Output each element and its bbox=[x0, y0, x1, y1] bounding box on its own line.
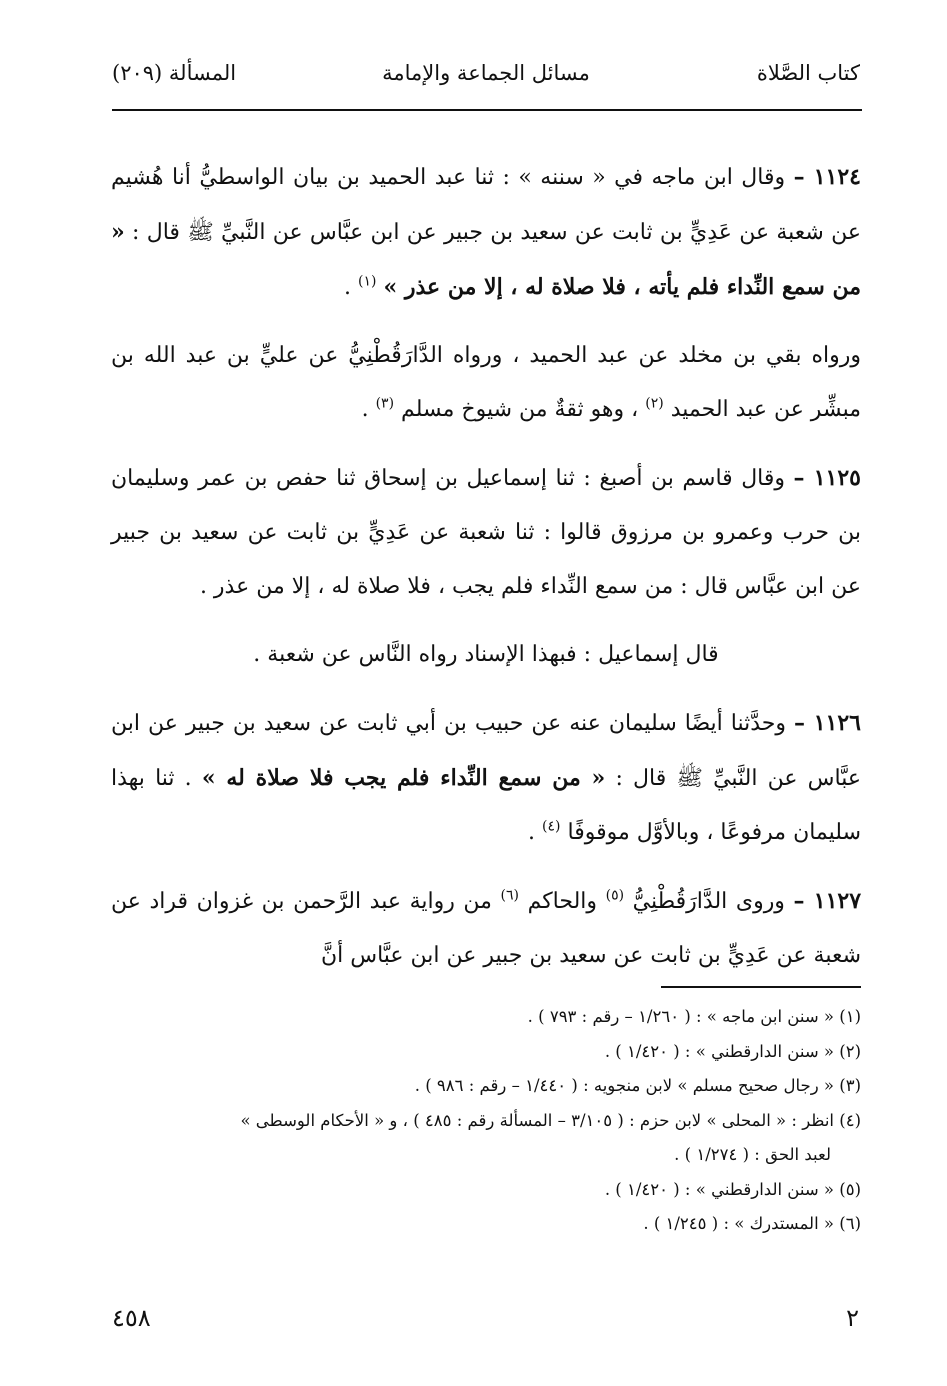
footnote-ref[interactable]: (٦) bbox=[500, 887, 519, 904]
footnote-ref[interactable]: (٥) bbox=[605, 887, 625, 904]
paragraph-text: وحدَّثنا أيضًا سليمان عنه عن حبيب بن أبي ثابت عن سعيد بن جبير عن ابن عبَّاس عن النَّبيِّ ﷺ قال : bbox=[111, 711, 861, 791]
footnote-ref[interactable]: (٣) bbox=[375, 395, 395, 412]
paragraph-tail: . bbox=[528, 820, 543, 845]
paragraph-1127 bbox=[111, 874, 861, 983]
hadith-number: ١١٢٥ – bbox=[793, 465, 861, 491]
page-number: ٤٥٨ bbox=[112, 1304, 151, 1332]
paragraph-1125 bbox=[111, 451, 861, 614]
footnote-ref[interactable]: (٤) bbox=[542, 818, 561, 835]
volume-number: ٢ bbox=[846, 1304, 859, 1332]
footnote-2: (٢) « سنن الدارقطني » : ( ١/٤٢٠ ) . bbox=[604, 1041, 861, 1061]
paragraph-tail: من رواية عبد الرَّحمن بن غزوان قراد عن شعبة عن عَدِيٍّ بن ثابت عن سعيد بن جبير عن ابن عبَّاس أنَّ bbox=[111, 889, 861, 968]
footnote-4-continuation: لعبد الحق : ( ١/٢٧٤ ) . bbox=[674, 1145, 831, 1164]
paragraph-text-cont: ، وهو ثقةٌ من شيوخ مسلم bbox=[401, 397, 646, 422]
header-divider bbox=[112, 109, 862, 111]
header-issue-number: المسألة (٢٠٩) bbox=[112, 61, 237, 85]
paragraph-1126 bbox=[111, 696, 861, 860]
paragraph-text-cont: . ثنا بهذا سليمان مرفوعًا ، وبالأوَّل موقوفًا bbox=[111, 766, 861, 845]
hadith-number: ١١٢٧ – bbox=[793, 888, 862, 914]
paragraph-commentary-2 bbox=[111, 628, 861, 682]
footnote-3: (٣) « رجال صحيح مسلم » لابن منجويه : ( ١/٤٤٠ – رقم : ٩٨٦ ) . bbox=[414, 1076, 861, 1095]
running-header bbox=[112, 58, 860, 88]
paragraph-text: قال إسماعيل : فبهذا الإسناد رواه النَّاس عن شعبة . bbox=[253, 642, 719, 667]
footnote-4-text: (٤) انظر : « المحلى » لابن حزم : ( ٣/١٠٥ – المسألة رقم : ٤٨٥ ) ، و « الأحكام الوسطى » bbox=[240, 1110, 861, 1130]
paragraph-text-cont: والحاكم bbox=[527, 889, 606, 914]
hadith-quote: « من سمع النِّداء فلم يجب فلا صلاة له » bbox=[201, 765, 606, 791]
footnote-5: (٥) « سنن الدارقطني » : ( ١/٤٢٠ ) . bbox=[604, 1179, 861, 1199]
footnote-divider bbox=[661, 986, 861, 988]
paragraph-text: وقال قاسم بن أصبغ : ثنا إسماعيل بن إسحاق ثنا حفص بن عمر وسليمان بن حرب وعمرو بن مرزوق قالوا : ثنا شعبة عن عَدِيٍّ بن ثابت عن سعيد بن جبير عن ابن عبَّاس قال : من سمع النِّداء فلم يجب ، فلا صلاة له ، إلا من عذر . bbox=[111, 466, 861, 599]
footnote-1: (١) « سنن ابن ماجه » : ( ١/٢٦٠ – رقم : ٧٩٣ ) . bbox=[527, 1007, 861, 1026]
paragraph-tail: . bbox=[344, 275, 358, 300]
footnotes bbox=[101, 1000, 861, 1242]
footnote-ref[interactable]: (٢) bbox=[645, 395, 664, 412]
hadith-number: ١١٢٤ – bbox=[793, 164, 861, 190]
paragraph-commentary-1 bbox=[111, 329, 861, 437]
paragraph-tail: . bbox=[361, 397, 376, 422]
hadith-quote: « من سمع النِّداء فلم يأته ، فلا صلاة له ، إلا من عذر » bbox=[111, 219, 861, 300]
footnote-6: (٦) « المستدرك » : ( ١/٢٤٥ ) . bbox=[643, 1214, 861, 1233]
paragraph-text: وروى الدَّارَقُطْنِيُّ bbox=[632, 889, 785, 914]
footnote-4 bbox=[101, 1104, 861, 1173]
hadith-number: ١١٢٦ – bbox=[794, 710, 861, 736]
header-book-title: كتاب الصَّلاة bbox=[756, 61, 860, 85]
footnote-ref[interactable]: (١) bbox=[358, 273, 377, 290]
main-text bbox=[111, 150, 861, 997]
header-chapter-title: مسائل الجماعة والإمامة bbox=[382, 61, 590, 85]
paragraph-text: وقال ابن ماجه في « سننه » : ثنا عبد الحميد بن بيان الواسطيُّ أنا هُشيم عن شعبة عن عَدِيٍّ بن ثابت عن سعيد بن جبير عن ابن عبَّاس عن النَّبيِّ ﷺ قال : bbox=[111, 165, 861, 245]
paragraph-text: ورواه بقي بن مخلد عن عبد الحميد ، ورواه الدَّارَقُطْنِيُّ عن عليٍّ بن عبد الله بن مبشِّر عن عبد الحميد bbox=[111, 343, 861, 422]
paragraph-1124 bbox=[111, 150, 861, 315]
